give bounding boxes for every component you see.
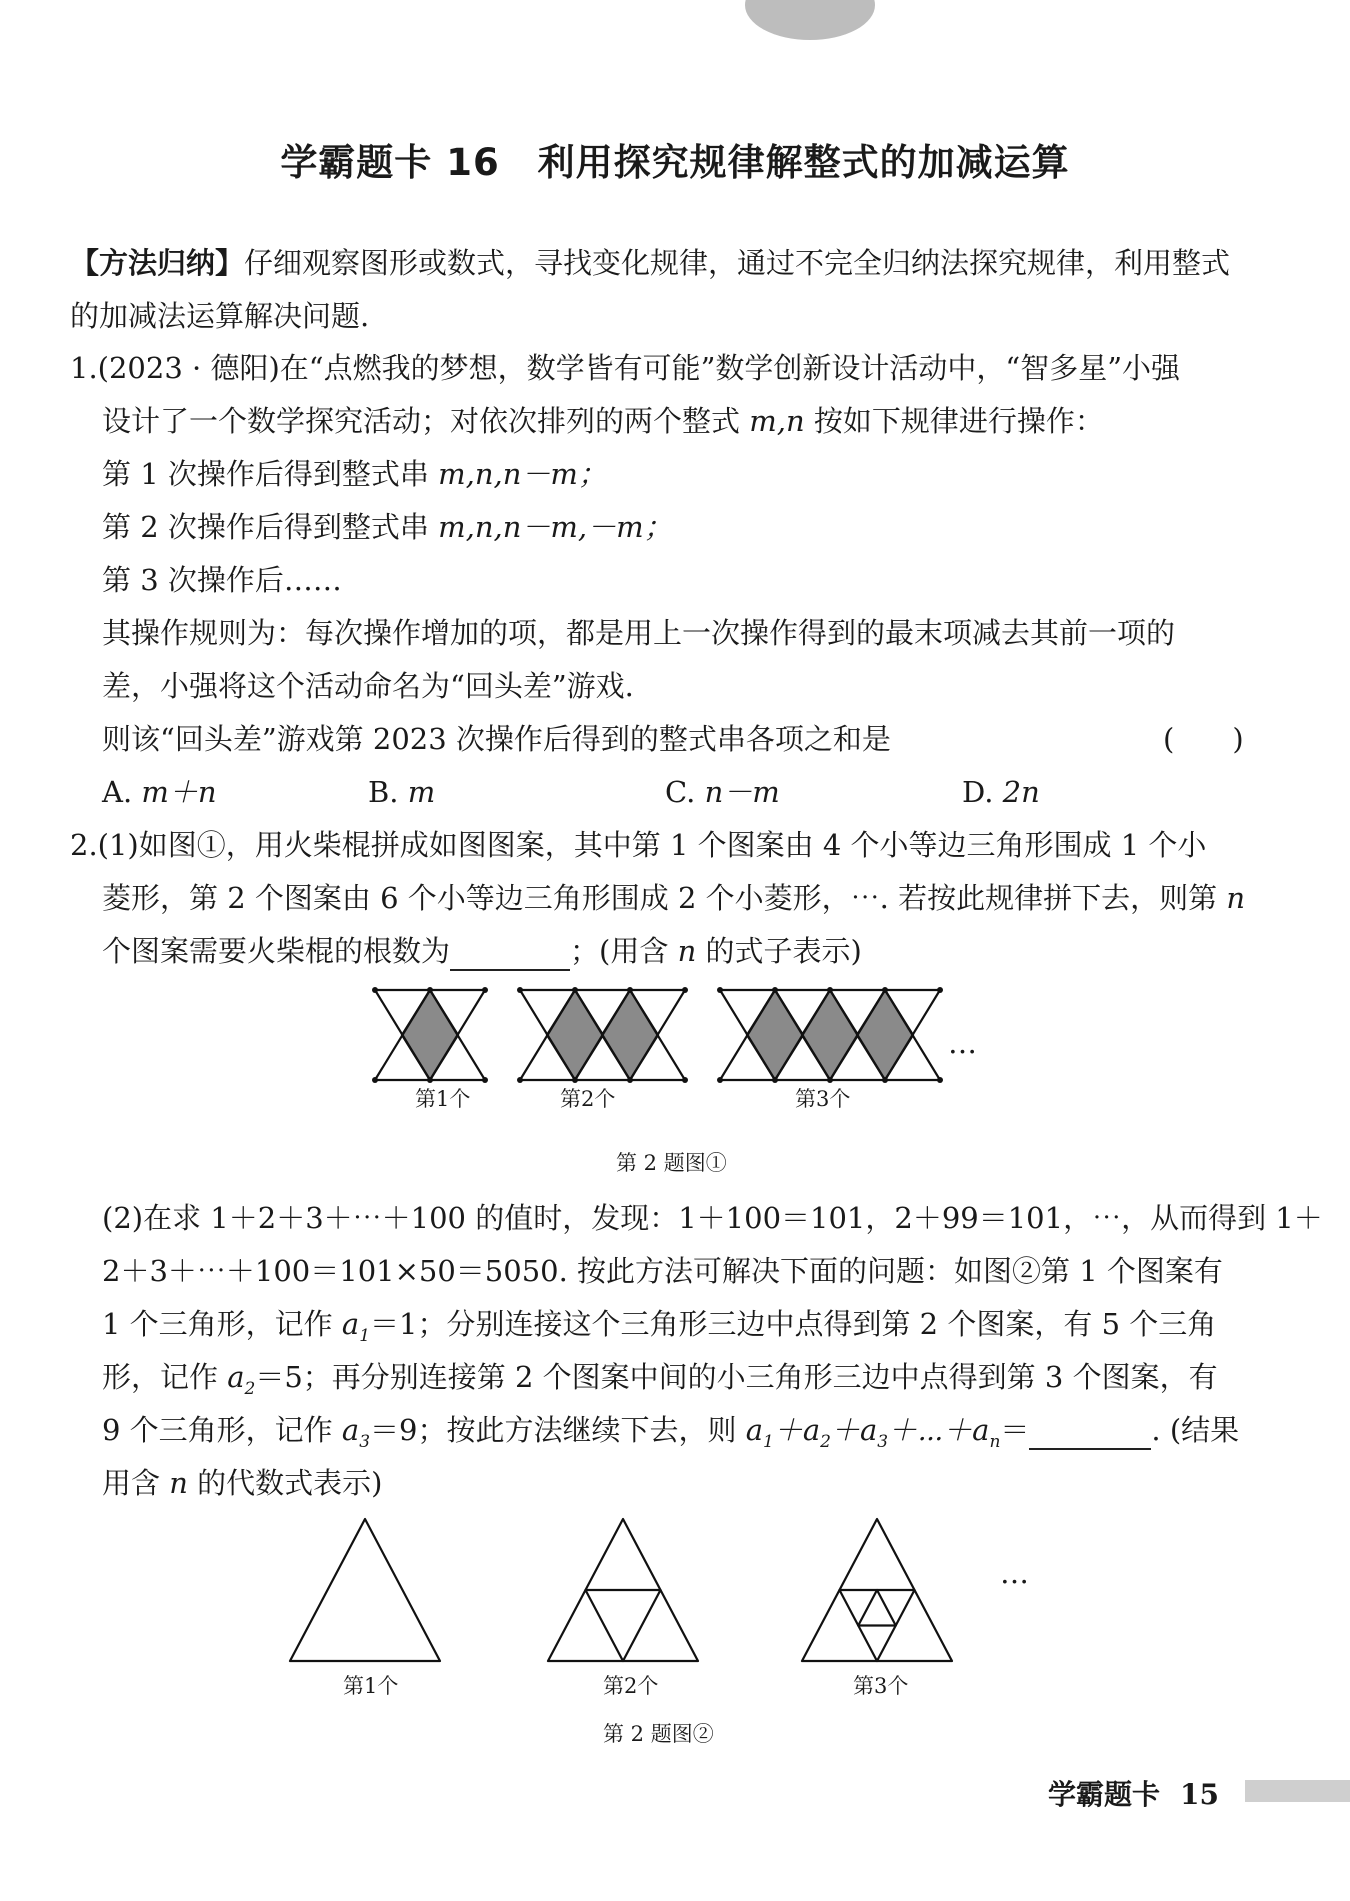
pattern-2: [520, 990, 685, 1080]
q2-p1-text-1: (1)如图①，用火柴棍拼成如图图案，其中第 1 个图案由 4 个小等边三角形围成 1 个小: [97, 828, 1207, 862]
q1-option-b: [368, 774, 435, 810]
option-label: D.: [962, 775, 994, 809]
footer-label: 学霸题卡: [1048, 1778, 1161, 1811]
q2-p2-text: 1 个三角形，记作: [102, 1307, 342, 1341]
q1-op-2-label: 第 2 次操作后得到整式串: [102, 510, 439, 544]
q1-line-1: [70, 350, 1180, 386]
q1-op-2: [102, 509, 673, 545]
q2-p2-line-1: (2)在求 1＋2＋3＋⋯＋100 的值时，发现：1＋100＝101，2＋99＝101，⋯，从而得到 1＋: [102, 1201, 1323, 1235]
q2-p2-text: 用含: [102, 1466, 170, 1500]
q1-option-d: [962, 774, 1040, 810]
q1-option-c: [665, 774, 780, 810]
q1-text-2: 按如下规律进行操作：: [804, 404, 1104, 438]
figure-2-ellipsis: …: [1000, 1556, 1029, 1590]
q2-line-3: [102, 933, 862, 971]
sum-expression: $a_1+a_2+a_3+\cdots+a_n$: [745, 1413, 1001, 1452]
rhombus: [857, 990, 913, 1080]
q2-p2-line-3: [102, 1306, 1216, 1354]
q1-op-1-expr: m,n,n－m；: [438, 457, 607, 491]
q2-number: 2.: [70, 828, 98, 862]
figure-2-triangles: [285, 1515, 985, 1665]
pattern-1: [375, 990, 485, 1080]
rhombus: [802, 990, 858, 1080]
q2-p1-text-5: 的式子表示): [696, 934, 862, 968]
answer-paren: ( ): [1163, 722, 1244, 756]
page-top-shadow: [745, 0, 875, 40]
triangle-pattern-3: [802, 1519, 952, 1661]
option-label: B.: [368, 775, 399, 809]
option-value: m: [407, 775, 436, 809]
var-n: n: [677, 934, 697, 968]
page-footer: [1048, 1773, 1219, 1813]
q2-line-2: [102, 880, 1245, 916]
figure-2-label-3: 第3个: [853, 1674, 909, 1698]
figure-1-patterns: [370, 985, 970, 1085]
q2-p2-text: ＝5；再分别连接第 2 个图案中间的小三角形三边中点得到第 3 个图案，有: [255, 1360, 1218, 1394]
q1-op-1: [102, 456, 607, 492]
option-value: 2n: [1002, 775, 1040, 809]
option-label: C.: [665, 775, 696, 809]
q2-p2-text: ＝9；按此方法继续下去，则: [370, 1413, 746, 1447]
page-title: 学霸题卡 16 利用探究规律解整式的加减运算: [280, 141, 1070, 184]
q2-p2-line-6: [102, 1465, 382, 1501]
term-a1: $a_1$: [341, 1307, 371, 1346]
figure-1-label-2: 第2个: [560, 1087, 616, 1111]
q1-option-a: [102, 774, 217, 810]
rhombus: [747, 990, 803, 1080]
q2-p2-text: ＝1；分别连接这个三角形三边中点得到第 2 个图案，有 5 个三角: [370, 1307, 1217, 1341]
q1-ask: 则该“回头差”游戏第 2023 次操作后得到的整式串各项之和是: [102, 722, 891, 756]
figure-1-caption: 第 2 题图①: [616, 1151, 727, 1175]
q1-vars: m,n: [749, 404, 805, 438]
rhombus: [602, 990, 658, 1080]
triangle-pattern-1: [290, 1519, 440, 1661]
q1-text: 设计了一个数学探究活动；对依次排列的两个整式: [102, 404, 750, 438]
option-value: m＋n: [141, 775, 217, 809]
q1-op-3: 第 3 次操作后……: [102, 563, 342, 597]
method-line-2: 的加减法运算解决问题.: [70, 299, 370, 333]
triangle-pattern-2: [548, 1519, 698, 1661]
q1-rule-2: 差，小强将这个活动命名为“回头差”游戏.: [102, 669, 634, 703]
option-label: A.: [102, 775, 133, 809]
q1-op-2-expr: m,n,n－m,－m；: [438, 510, 673, 544]
q1-number: 1.: [70, 351, 98, 385]
rhombus: [402, 990, 458, 1080]
q1-source: (2023 · 德阳)在“点燃我的梦想，数学皆有可能”数学创新设计活动中，“智多星”小强: [97, 351, 1181, 385]
q2-p2-text: 9 个三角形，记作: [102, 1413, 342, 1447]
method-line-1: [70, 245, 1230, 281]
q2-line-1: [70, 827, 1206, 863]
figure-1-label-3: 第3个: [795, 1087, 851, 1111]
figure-2-label-2: 第2个: [603, 1674, 659, 1698]
figure-1-ellipsis: …: [948, 1026, 977, 1060]
method-text-1: 仔细观察图形或数式，寻找变化规律，通过不完全归纳法探究规律，利用整式: [244, 246, 1231, 280]
q2-p2-line-4: [102, 1359, 1218, 1407]
rhombus: [547, 990, 603, 1080]
q2-p2-text: 形，记作: [102, 1360, 228, 1394]
q2-p2-text: . (结果: [1151, 1413, 1240, 1447]
q2-p2-line-2: 2＋3＋⋯＋100＝101×50＝5050. 按此方法可解决下面的问题：如图②第 1 个图案有: [102, 1254, 1223, 1288]
equals-sign: ＝: [1000, 1413, 1030, 1447]
answer-blank-1[interactable]: [450, 933, 570, 971]
pattern-3: [720, 990, 940, 1080]
q1-line-2: [102, 403, 1104, 439]
term-a3: $a_3$: [341, 1413, 371, 1452]
q1-rule-1: 其操作规则为：每次操作增加的项，都是用上一次操作得到的最末项减去其前一项的: [102, 616, 1176, 650]
page-number: 15: [1180, 1778, 1219, 1811]
figure-1-label-1: 第1个: [415, 1087, 471, 1111]
option-value: n－m: [704, 775, 780, 809]
q2-p1-text-3: 个图案需要火柴棍的根数为: [102, 934, 451, 968]
method-tag: 【方法归纳】: [70, 246, 245, 280]
var-n: n: [1226, 881, 1246, 915]
q1-op-1-label: 第 1 次操作后得到整式串: [102, 457, 439, 491]
answer-blank-2[interactable]: [1029, 1412, 1151, 1450]
term-a2: $a_2$: [227, 1360, 256, 1399]
footer-bar: [1245, 1780, 1350, 1802]
q2-p1-text-2: 菱形，第 2 个图案由 6 个小等边三角形围成 2 个小菱形，⋯. 若按此规律拼下去，则第: [102, 881, 1227, 915]
q2-p1-text-4: ；(用含: [570, 934, 678, 968]
figure-2-label-1: 第1个: [343, 1674, 399, 1698]
q2-p2-text: 的代数式表示): [187, 1466, 383, 1500]
figure-2-caption: 第 2 题图②: [603, 1722, 714, 1746]
q2-p2-line-5: [102, 1412, 1239, 1460]
var-n: n: [169, 1466, 188, 1500]
